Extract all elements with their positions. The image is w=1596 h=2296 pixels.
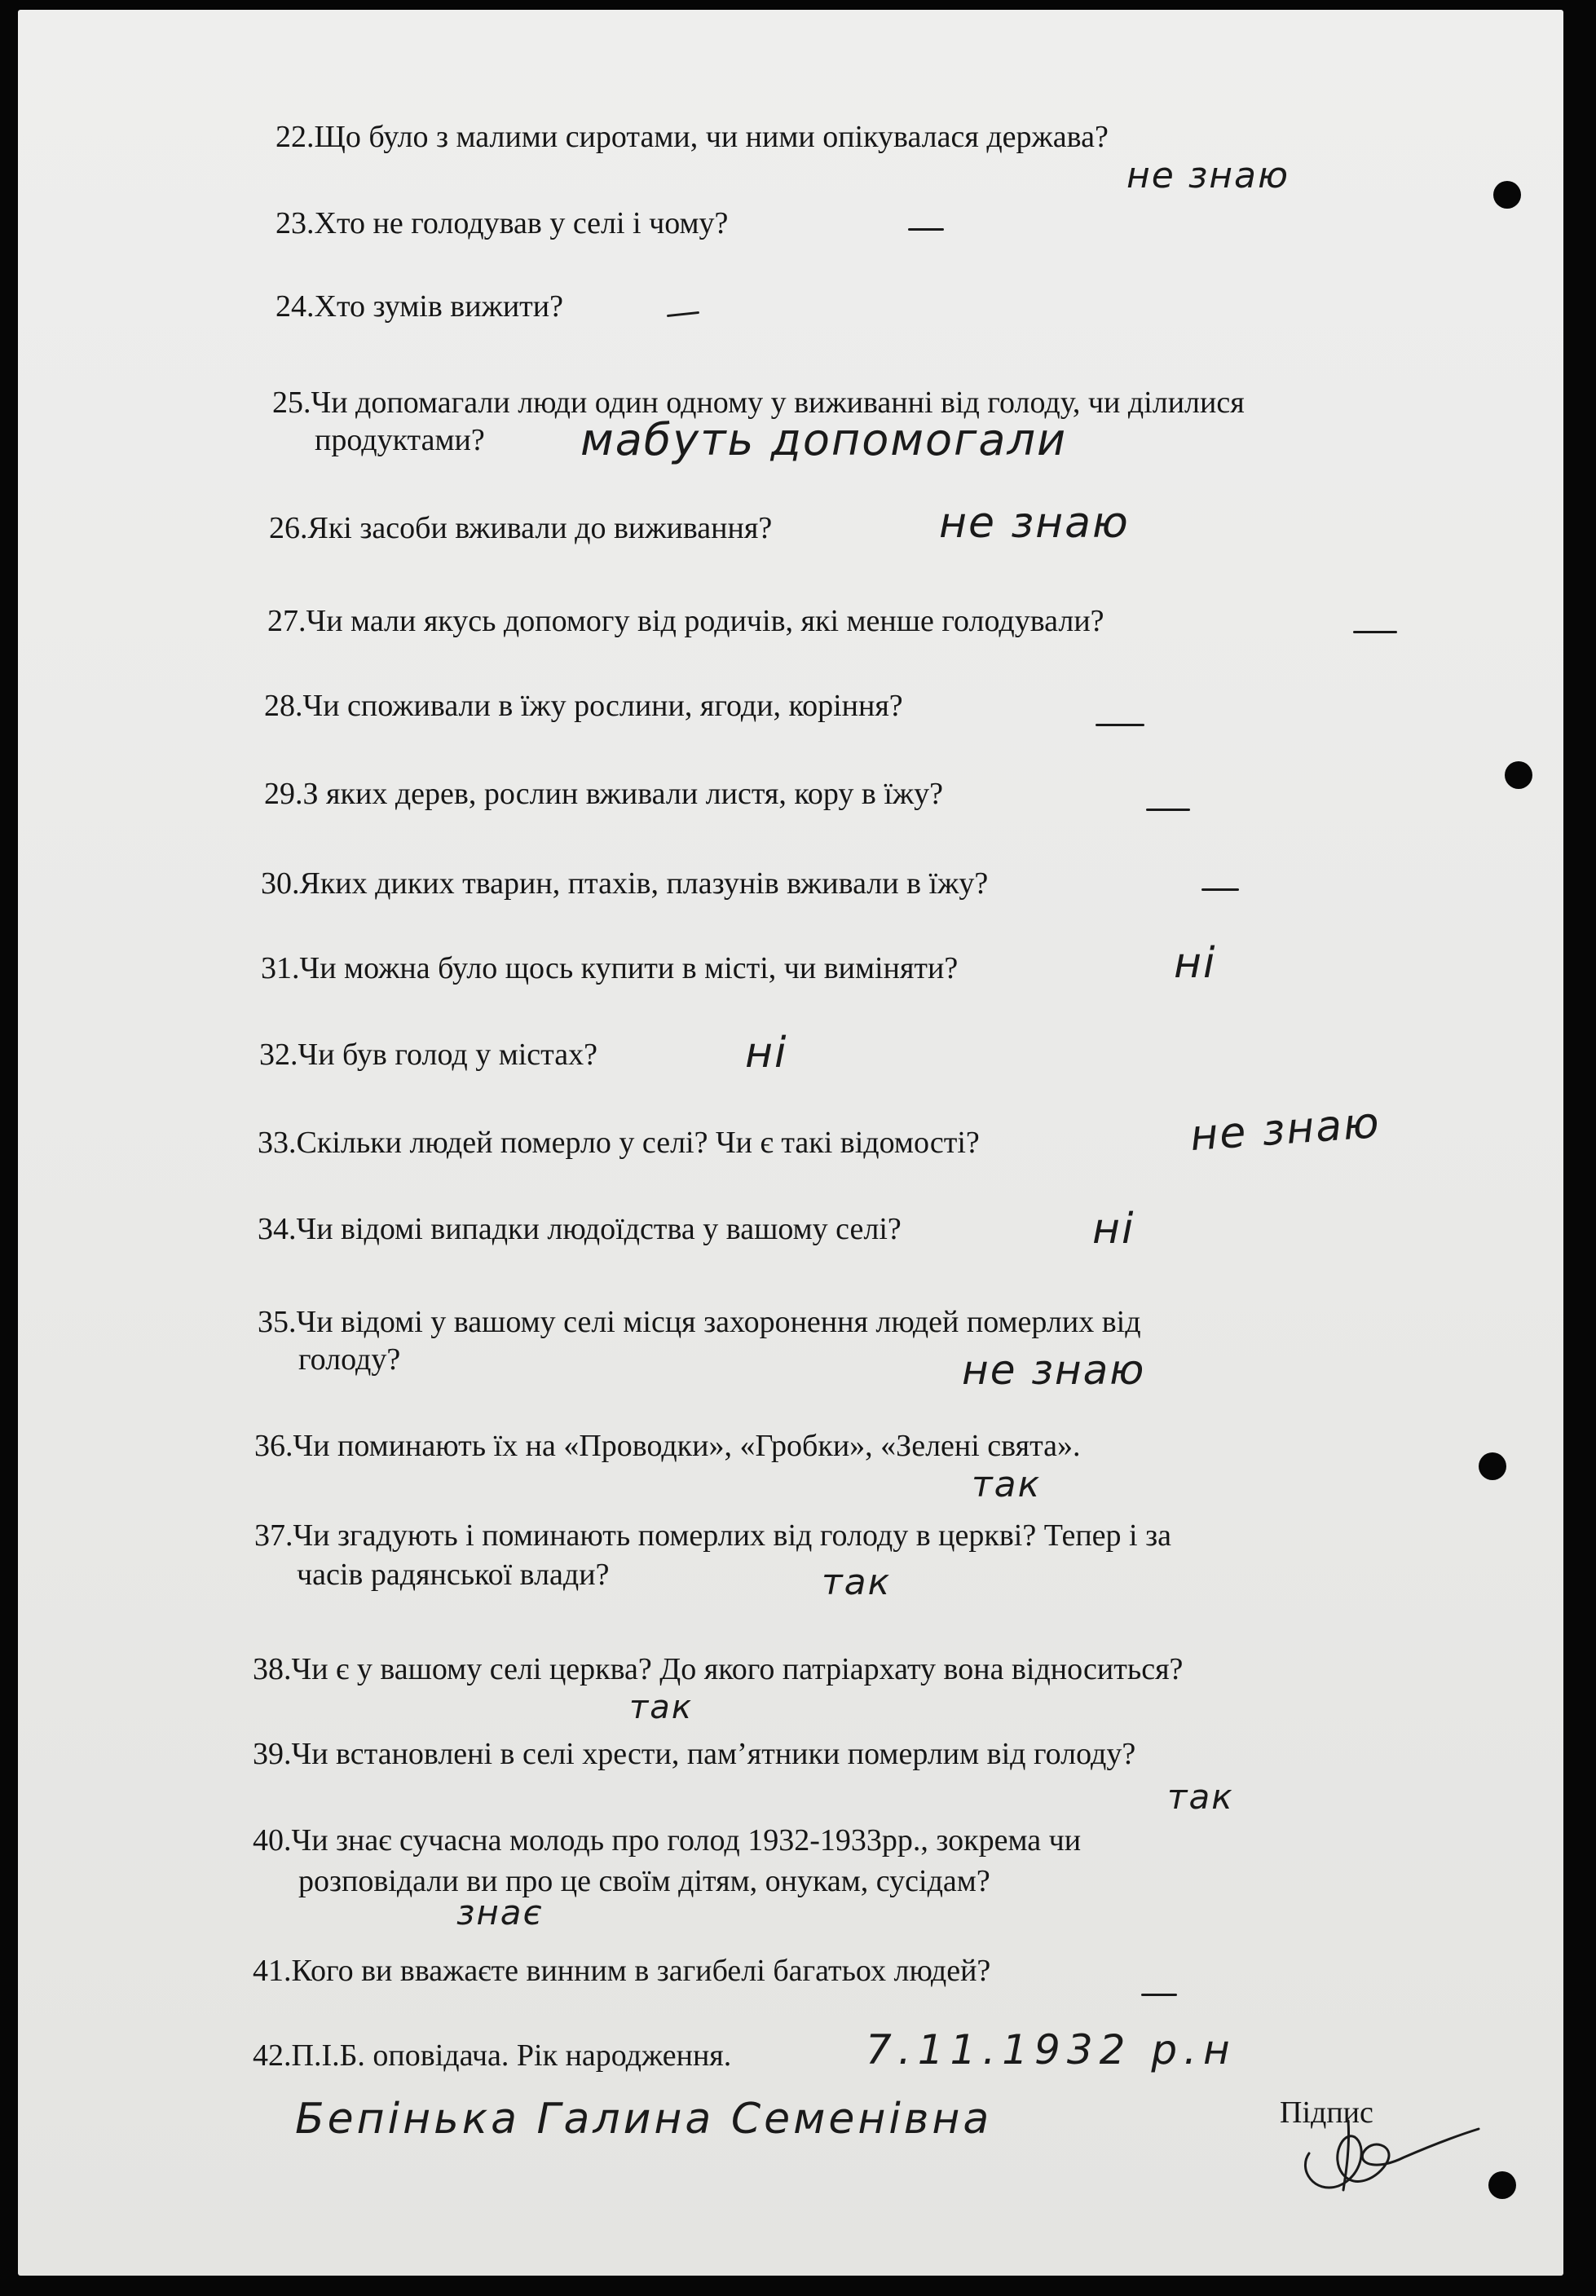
answer-38: так — [629, 1689, 693, 1726]
answer-35: не знаю — [962, 1346, 1146, 1394]
answer-29-dash — [1146, 809, 1190, 811]
narrator-name: Бепінька Галина Семенівна — [295, 2095, 993, 2144]
signature-mark — [1265, 2080, 1501, 2202]
punch-hole — [1488, 2171, 1516, 2199]
birth-date: 7.11.1932 р.н — [866, 2026, 1237, 2073]
question-23: 23.Хто не голодував у селі і чому? — [276, 206, 729, 240]
question-35-cont: голоду? — [298, 1342, 401, 1377]
question-22: 22.Що було з малими сиротами, чи ними опікувалася держава? — [276, 120, 1109, 154]
answer-26: не знаю — [939, 499, 1130, 548]
signature-label: Підпис — [1280, 2095, 1373, 2130]
question-25: 25.Чи допомагали люди один одному у виживанні від голоду, чи ділилися — [272, 386, 1245, 420]
question-32: 32.Чи був голод у містах? — [259, 1038, 597, 1072]
question-31: 31.Чи можна було щось купити в місті, чи виміняти? — [261, 951, 959, 985]
answer-37: так — [822, 1562, 892, 1603]
answer-33: не знаю — [1188, 1098, 1382, 1161]
answer-22: не знаю — [1126, 155, 1290, 196]
question-29: 29.З яких дерев, рослин вживали листя, кору в їжу? — [264, 777, 944, 811]
question-39: 39.Чи встановлені в селі хрести, пам’ятники померлим від голоду? — [253, 1737, 1136, 1771]
punch-hole — [1505, 761, 1532, 789]
answer-28-dash — [1096, 724, 1144, 726]
answer-24-dash — [667, 311, 699, 317]
answer-39: так — [1167, 1777, 1234, 1817]
question-24: 24.Хто зумів вижити? — [276, 289, 563, 324]
answer-27-dash — [1353, 631, 1397, 633]
answer-25: мабуть допомогали — [580, 414, 1068, 465]
answer-40: знає — [456, 1893, 544, 1932]
answer-23-dash — [908, 228, 944, 231]
question-37-cont: часів радянської влади? — [297, 1558, 610, 1592]
question-26: 26.Які засоби вживали до виживання? — [269, 511, 773, 545]
question-30: 30.Яких диких тварин, птахів, плазунів вживали в їжу? — [261, 866, 989, 901]
question-38: 38.Чи є у вашому селі церква? До якого патріархату вона відноситься? — [253, 1652, 1184, 1686]
answer-41-dash — [1141, 1994, 1177, 1996]
question-25-cont: продуктами? — [315, 423, 485, 457]
answer-32: ні — [745, 1029, 788, 1077]
punch-hole — [1493, 181, 1521, 209]
answer-31: ні — [1174, 939, 1217, 988]
question-34: 34.Чи відомі випадки людоїдства у вашому селі? — [258, 1212, 902, 1246]
answer-34: ні — [1092, 1205, 1135, 1254]
document-page — [18, 10, 1563, 2276]
question-37: 37.Чи згадують і поминають померлих від голоду в церкві? Тепер і за — [254, 1518, 1171, 1553]
answer-36: так — [972, 1464, 1042, 1505]
answer-30-dash — [1201, 888, 1239, 891]
question-40: 40.Чи знає сучасна молодь про голод 1932-1933рр., зокрема чи — [253, 1823, 1082, 1858]
question-36: 36.Чи поминають їх на «Проводки», «Гробки», «Зелені свята». — [254, 1429, 1081, 1463]
question-27: 27.Чи мали якусь допомогу від родичів, які менше голодували? — [267, 604, 1104, 638]
question-35: 35.Чи відомі у вашому селі місця захоронення людей померлих від — [258, 1305, 1141, 1339]
question-42: 42.П.І.Б. оповідача. Рік народження. — [253, 2038, 732, 2073]
question-28: 28.Чи споживали в їжу рослини, ягоди, коріння? — [264, 689, 903, 723]
question-33: 33.Скільки людей померло у селі? Чи є такі відомості? — [258, 1126, 980, 1160]
question-40-cont: розповідали ви про це своїм дітям, онукам, сусідам? — [298, 1864, 990, 1898]
punch-hole — [1479, 1452, 1506, 1480]
question-41: 41.Кого ви вважаєте винним в загибелі багатьох людей? — [253, 1954, 991, 1988]
